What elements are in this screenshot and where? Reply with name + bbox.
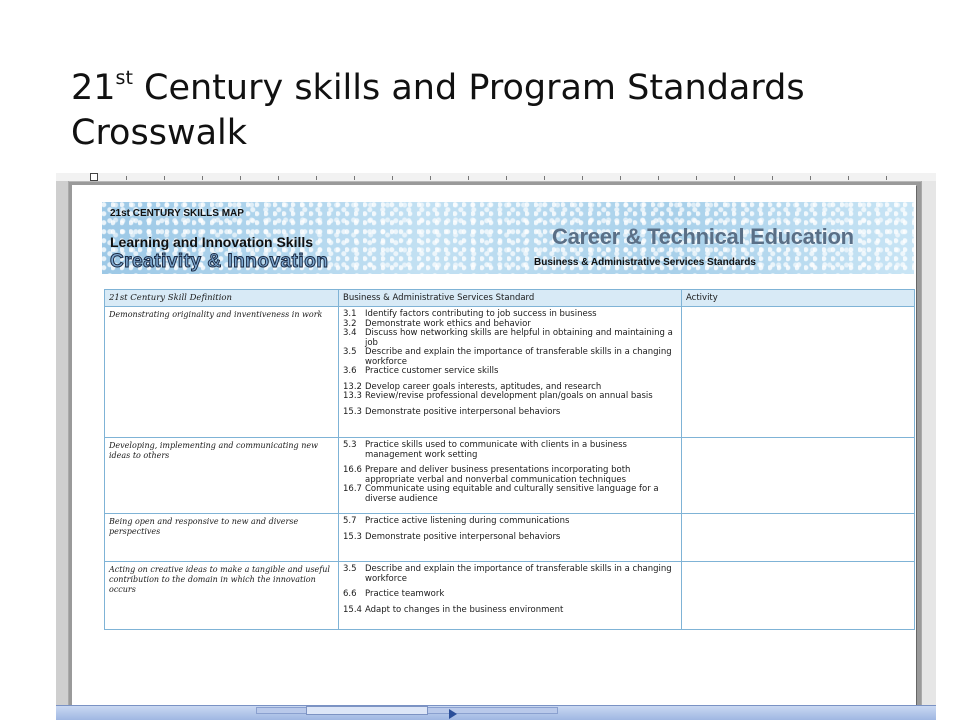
ruler-tick	[430, 176, 431, 180]
standards-list	[343, 441, 677, 504]
standards-list	[343, 565, 677, 615]
table-row	[105, 307, 915, 438]
ruler-tick	[734, 176, 735, 180]
list-item	[343, 367, 677, 377]
standard-text: Describe and explain the importance of transferable skills in a changing workforce	[365, 347, 672, 367]
list-item	[343, 517, 677, 527]
standard-number: 3.1	[343, 309, 357, 319]
header-standard: Business & Administrative Services Standard	[339, 290, 682, 307]
ruler-tick	[886, 176, 887, 180]
skill-definition-cell: Acting on creative ideas to make a tangible and useful contribution to the domain in which the innovation occurs	[105, 562, 339, 630]
map-title: 21st CENTURY SKILLS MAP	[110, 208, 244, 219]
standards-cell	[339, 514, 682, 562]
list-item	[343, 466, 677, 485]
vertical-scrollbar[interactable]	[921, 181, 936, 706]
standards-list	[343, 310, 677, 417]
standard-text: Describe and explain the importance of transferable skills in a changing workforce	[365, 564, 672, 584]
activity-cell[interactable]	[682, 438, 915, 514]
slide-title-superscript: st	[115, 67, 133, 89]
list-item	[343, 565, 677, 584]
standard-number: 15.4	[343, 604, 362, 615]
slide-title-prefix: 21	[71, 68, 116, 108]
ruler	[56, 173, 936, 182]
activity-cell[interactable]	[682, 514, 915, 562]
ruler-tick	[810, 176, 811, 180]
standard-text: Prepare and deliver business presentations incorporating both appropriate verbal and nonverbal communication techniques	[365, 465, 631, 485]
left-margin-bar	[56, 181, 69, 706]
standard-text: Identify factors contributing to job success in business	[365, 309, 597, 319]
list-item	[343, 329, 677, 348]
standard-text: Practice active listening during communications	[365, 516, 570, 526]
standard-number: 13.3	[343, 391, 362, 401]
ruler-tick	[582, 176, 583, 180]
crosswalk-table	[104, 289, 915, 630]
ruler-tick	[620, 176, 621, 180]
ruler-tick	[848, 176, 849, 180]
ruler-tick	[544, 176, 545, 180]
activity-cell[interactable]	[682, 562, 915, 630]
standards-cell	[339, 562, 682, 630]
standard-text: Review/revise professional development plan/goals on annual basis	[365, 391, 653, 401]
skill-definition-cell: Being open and responsive to new and diverse perspectives	[105, 514, 339, 562]
ruler-tick	[240, 176, 241, 180]
document-screenshot	[56, 173, 936, 720]
list-item	[343, 606, 677, 616]
list-item	[343, 408, 677, 418]
ruler-tick	[164, 176, 165, 180]
standard-number: 3.5	[343, 564, 357, 574]
ruler-tick	[202, 176, 203, 180]
standard-text: Demonstrate positive interpersonal behaviors	[365, 406, 561, 417]
list-item	[343, 485, 677, 504]
standard-text: Demonstrate positive interpersonal behaviors	[365, 531, 561, 542]
standards-cell	[339, 307, 682, 438]
standard-number: 16.7	[343, 484, 362, 494]
standard-text: Practice customer service skills	[365, 366, 499, 376]
skills-map-banner	[102, 202, 914, 274]
standard-text: Practice teamwork	[365, 589, 445, 599]
arrow-right-icon	[449, 709, 457, 719]
standards-title: Business & Administrative Services Standards	[534, 257, 756, 268]
skill-definition-cell: Developing, implementing and communicating new ideas to others	[105, 438, 339, 514]
document-page	[72, 185, 916, 705]
slide-title-rest: Century skills and Program Standards Crosswalk	[71, 68, 805, 153]
standard-text: Practice skills used to communicate with clients in a business management work setting	[365, 440, 627, 460]
standard-number: 15.3	[343, 406, 362, 417]
ruler-tick	[506, 176, 507, 180]
horizontal-scroll-thumb[interactable]	[306, 706, 428, 715]
ruler-indent-marker[interactable]	[90, 173, 98, 181]
standard-text: Demonstrate work ethics and behavior	[365, 318, 531, 329]
standard-text: Develop career goals interests, aptitudes, and research	[365, 381, 602, 392]
standard-number: 3.4	[343, 328, 357, 338]
ruler-tick	[696, 176, 697, 180]
list-item	[343, 348, 677, 367]
standard-text: Communicate using equitable and culturally sensitive language for a diverse audience	[365, 484, 659, 504]
list-item	[343, 590, 677, 600]
list-item	[343, 533, 677, 543]
ruler-tick	[658, 176, 659, 180]
standards-cell	[339, 438, 682, 514]
slide-title	[71, 66, 931, 156]
ruler-tick	[126, 176, 127, 180]
standard-number: 13.2	[343, 381, 362, 392]
standard-number: 6.6	[343, 589, 357, 599]
skill-definition-cell: Demonstrating originality and inventiveness in work	[105, 307, 339, 438]
skills-category: Learning and Innovation Skills	[110, 234, 314, 250]
skill-name: Creativity & Innovation	[110, 251, 329, 272]
ruler-tick	[278, 176, 279, 180]
ruler-tick	[468, 176, 469, 180]
standard-number: 3.6	[343, 366, 357, 376]
list-item	[343, 392, 677, 402]
table-row	[105, 438, 915, 514]
header-skill-definition: 21st Century Skill Definition	[105, 290, 339, 307]
ruler-tick	[354, 176, 355, 180]
table-header-row	[105, 290, 915, 307]
ruler-tick	[392, 176, 393, 180]
standard-number: 5.7	[343, 516, 357, 526]
standard-number: 3.5	[343, 347, 357, 357]
table-row	[105, 514, 915, 562]
header-activity: Activity	[682, 290, 915, 307]
standard-number: 5.3	[343, 440, 357, 450]
standard-number: 16.6	[343, 465, 362, 475]
table-row	[105, 562, 915, 630]
standard-number: 3.2	[343, 318, 357, 329]
standard-text: Discuss how networking skills are helpful in obtaining and maintaining a job	[365, 328, 673, 348]
standard-number: 15.3	[343, 531, 362, 542]
ruler-tick	[772, 176, 773, 180]
status-bar	[56, 705, 936, 720]
standards-list	[343, 517, 677, 542]
ruler-tick	[316, 176, 317, 180]
program-title: Career & Technical Education	[552, 224, 854, 249]
standard-text: Adapt to changes in the business environment	[365, 604, 564, 615]
activity-cell[interactable]	[682, 307, 915, 438]
list-item	[343, 441, 677, 460]
